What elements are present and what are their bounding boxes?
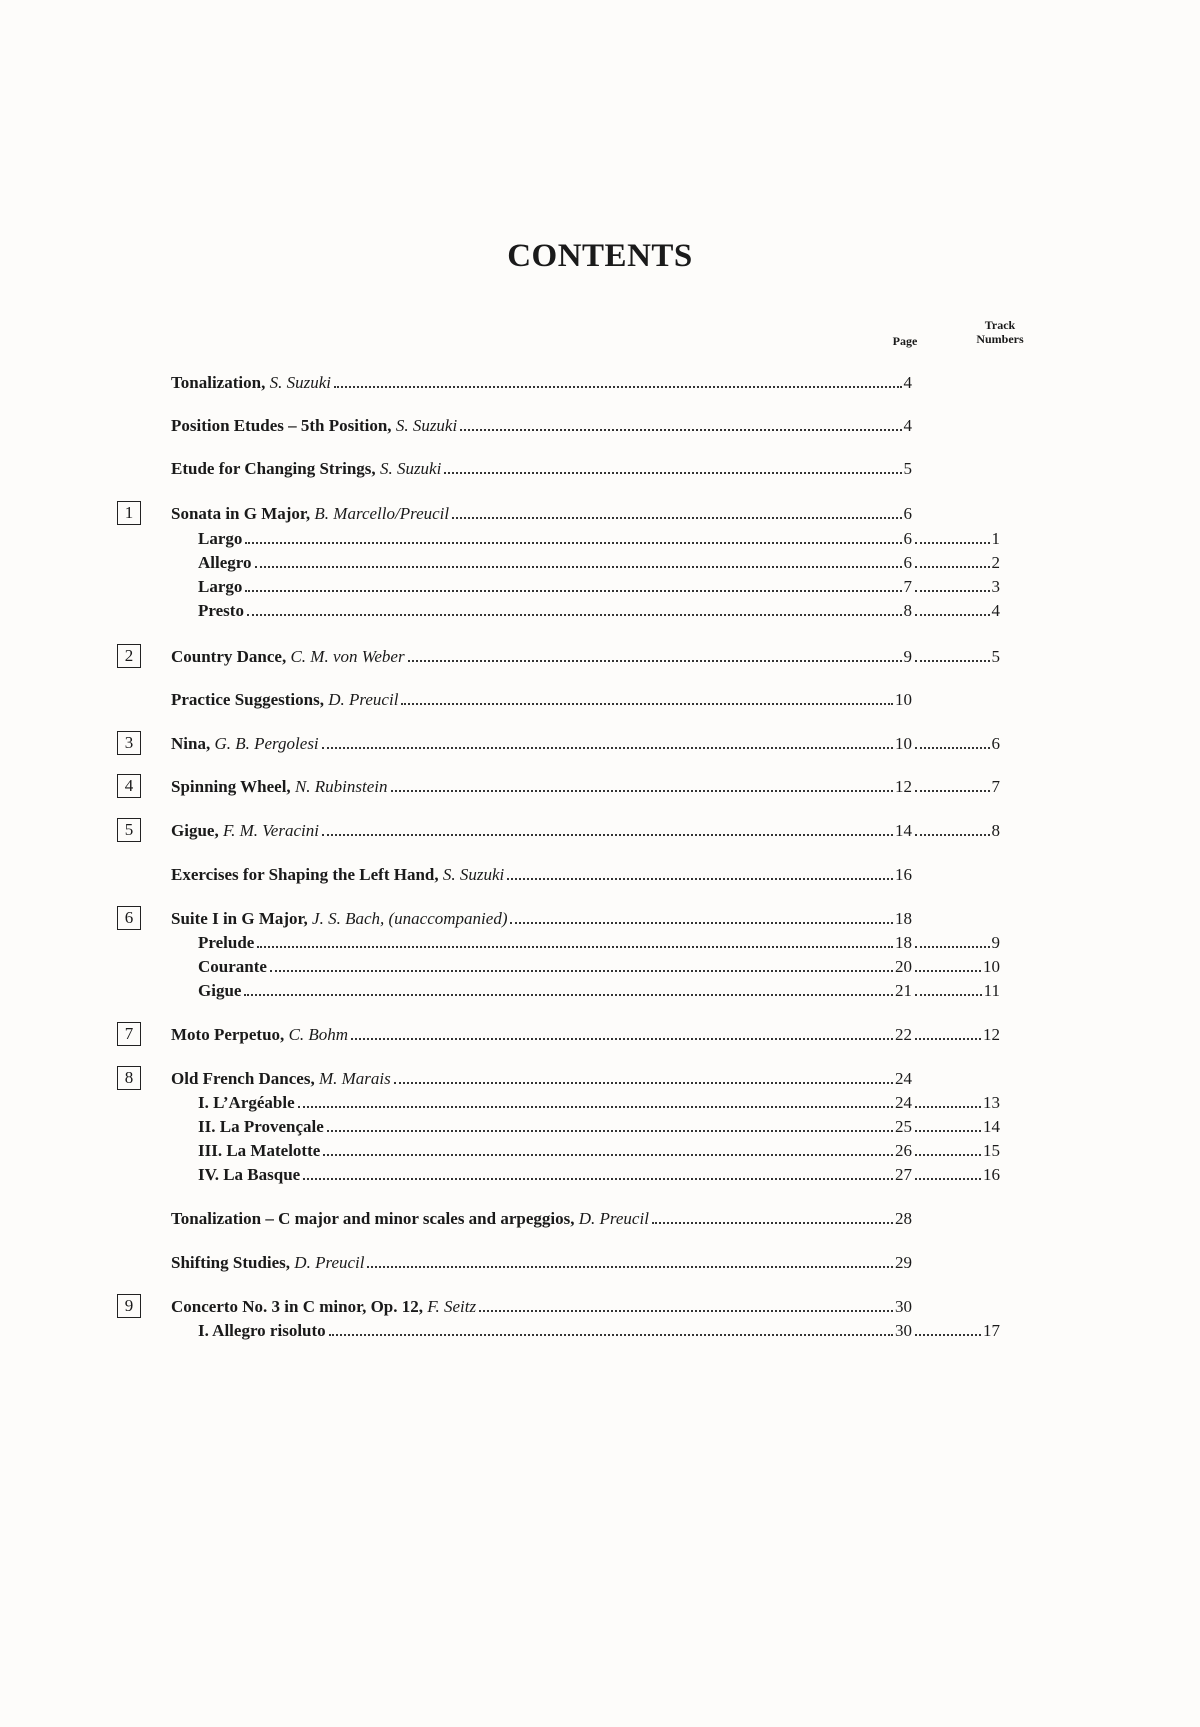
track-entry	[912, 956, 1000, 978]
dot-leader	[298, 1106, 893, 1108]
entry-composer: S. Suzuki	[269, 373, 331, 392]
page-number: 9	[903, 647, 912, 666]
page-number: 14	[895, 821, 912, 840]
entry-title: Presto	[198, 601, 244, 620]
track-entry	[912, 1092, 1000, 1114]
entry-title: Old French Dances,	[171, 1069, 315, 1088]
entry-title: IV. La Basque	[198, 1165, 301, 1184]
entry-title: Nina,	[171, 734, 211, 753]
page-number: 26	[895, 1141, 912, 1160]
entry-title: Gigue,	[171, 821, 219, 840]
dot-leader	[391, 790, 894, 792]
entry-title: I. L’Argéable	[198, 1093, 295, 1112]
entry-title: III. La Matelotte	[198, 1141, 321, 1160]
dot-leader	[915, 1334, 981, 1336]
track-entry	[912, 1140, 1000, 1162]
toc-entry	[171, 908, 912, 930]
entry-composer: B. Marcello/Preucil	[314, 504, 450, 523]
page-number: 24	[895, 1069, 912, 1088]
page-number: 18	[895, 933, 912, 952]
dot-leader	[327, 1130, 893, 1132]
entry-title: Gigue	[198, 981, 242, 1000]
entry-title: Exercises for Shaping the Left Hand,	[171, 865, 439, 884]
page-number: 30	[895, 1321, 912, 1340]
track-number: 2	[991, 553, 1000, 572]
entry-composer: S. Suzuki	[379, 459, 442, 478]
toc-sub-entry	[198, 528, 912, 550]
page-number: 12	[895, 777, 912, 796]
entry-title: Position Etudes – 5th Position,	[171, 416, 392, 435]
track-entry	[912, 820, 1000, 842]
page-number: 20	[895, 957, 912, 976]
dot-leader	[915, 542, 990, 544]
entry-composer: D. Preucil	[328, 690, 399, 709]
track-column-header	[960, 318, 1040, 346]
dot-leader	[452, 517, 901, 519]
page-number: 28	[895, 1209, 912, 1228]
toc-entry	[171, 372, 912, 394]
track-entry	[912, 1320, 1000, 1342]
dot-leader	[460, 429, 901, 431]
page-number: 6	[903, 504, 912, 523]
entry-title: II. La Provençale	[198, 1117, 324, 1136]
dot-leader	[245, 542, 901, 544]
toc-entry	[171, 864, 912, 886]
dot-leader	[244, 994, 893, 996]
page-number: 8	[903, 601, 912, 620]
entry-title: Prelude	[198, 933, 255, 952]
piece-number-box: 8	[117, 1066, 141, 1090]
dot-leader	[915, 747, 990, 749]
toc-entry	[171, 689, 912, 711]
track-number: 11	[983, 981, 1000, 1000]
page-number: 29	[895, 1253, 912, 1272]
dot-leader	[270, 970, 893, 972]
toc-sub-entry	[198, 1320, 912, 1342]
piece-number-box: 6	[117, 906, 141, 930]
toc-entry	[171, 1208, 912, 1230]
dot-leader	[444, 472, 901, 474]
page-number: 16	[895, 865, 912, 884]
toc-sub-entry	[198, 576, 912, 598]
toc-sub-entry	[198, 1116, 912, 1138]
toc-sub-entry	[198, 552, 912, 574]
entry-title: Spinning Wheel,	[171, 777, 291, 796]
toc-sub-entry	[198, 1140, 912, 1162]
track-entry	[912, 776, 1000, 798]
track-number: 4	[991, 601, 1000, 620]
piece-number-box: 5	[117, 818, 141, 842]
entry-title: I. Allegro risoluto	[198, 1321, 326, 1340]
dot-leader	[915, 1038, 981, 1040]
page-number: 5	[903, 459, 912, 478]
entry-title: Courante	[198, 957, 267, 976]
entry-title: Concerto No. 3 in C minor, Op. 12,	[171, 1297, 424, 1316]
dot-leader	[334, 386, 902, 388]
entry-composer: D. Preucil	[294, 1253, 365, 1272]
track-number: 6	[991, 734, 1000, 753]
toc-entry	[171, 1252, 912, 1274]
track-number: 13	[983, 1093, 1000, 1112]
page-number: 30	[895, 1297, 912, 1316]
dot-leader	[915, 834, 990, 836]
entry-title: Suite I in G Major,	[171, 909, 308, 928]
track-number: 12	[983, 1025, 1000, 1044]
dot-leader	[915, 660, 990, 662]
entry-title: Allegro	[198, 553, 252, 572]
toc-sub-entry	[198, 956, 912, 978]
track-entry	[912, 600, 1000, 622]
track-number: 8	[991, 821, 1000, 840]
entry-composer: D. Preucil	[578, 1209, 649, 1228]
page-number: 4	[903, 416, 912, 435]
track-entry	[912, 1116, 1000, 1138]
toc-entry	[171, 1024, 912, 1046]
page-column-header: Page	[892, 334, 918, 348]
toc-sub-entry	[198, 932, 912, 954]
dot-leader	[915, 1106, 981, 1108]
toc-sub-entry	[198, 980, 912, 1002]
entry-composer: S. Suzuki	[442, 865, 505, 884]
track-number: 9	[991, 933, 1000, 952]
entry-composer: C. M. von Weber	[290, 647, 405, 666]
entry-composer: J. S. Bach, (unaccompanied)	[312, 909, 508, 928]
piece-number-box: 9	[117, 1294, 141, 1318]
toc-sub-entry	[198, 1092, 912, 1114]
dot-leader	[915, 590, 990, 592]
dot-leader	[367, 1266, 893, 1268]
page-number: 10	[895, 690, 912, 709]
dot-leader	[507, 878, 893, 880]
dot-leader	[255, 566, 902, 568]
piece-number-box: 7	[117, 1022, 141, 1046]
track-number: 17	[983, 1321, 1000, 1340]
track-header-line-1: Track	[984, 318, 1016, 332]
dot-leader	[401, 703, 893, 705]
page-number: 10	[895, 734, 912, 753]
entry-composer: G. B. Pergolesi	[214, 734, 319, 753]
track-header-line-2: Numbers	[976, 332, 1024, 346]
page-number: 6	[903, 553, 912, 572]
page-number: 27	[895, 1165, 912, 1184]
dot-leader	[322, 747, 893, 749]
dot-leader	[323, 1154, 893, 1156]
piece-number-box: 4	[117, 774, 141, 798]
entry-title: Moto Perpetuo,	[171, 1025, 285, 1044]
toc-entry	[171, 415, 912, 437]
dot-leader	[915, 1154, 981, 1156]
track-entry	[912, 552, 1000, 574]
toc-entry	[171, 1296, 912, 1318]
track-number: 15	[983, 1141, 1000, 1160]
entry-composer: F. Seitz	[427, 1297, 477, 1316]
track-number: 5	[991, 647, 1000, 666]
page-number: 4	[903, 373, 912, 392]
toc-entry	[171, 733, 912, 755]
dot-leader	[247, 614, 902, 616]
page-number: 7	[903, 577, 912, 596]
entry-title: Sonata in G Major,	[171, 504, 311, 523]
track-entry	[912, 932, 1000, 954]
page-title: CONTENTS	[507, 238, 693, 274]
dot-leader	[915, 970, 981, 972]
dot-leader	[257, 946, 893, 948]
page-number: 25	[895, 1117, 912, 1136]
toc-sub-entry	[198, 600, 912, 622]
track-entry	[912, 1164, 1000, 1186]
entry-composer: S. Suzuki	[395, 416, 458, 435]
dot-leader	[510, 922, 893, 924]
entry-title: Tonalization – C major and minor scales and arpeggios,	[171, 1209, 575, 1228]
track-number: 16	[983, 1165, 1000, 1184]
track-entry	[912, 1024, 1000, 1046]
piece-number-box: 2	[117, 644, 141, 668]
entry-title: Country Dance,	[171, 647, 287, 666]
track-entry	[912, 528, 1000, 550]
dot-leader	[479, 1310, 893, 1312]
dot-leader	[652, 1222, 893, 1224]
track-number: 3	[991, 577, 1000, 596]
toc-entry	[171, 646, 912, 668]
entry-title: Tonalization,	[171, 373, 266, 392]
dot-leader	[915, 1178, 981, 1180]
dot-leader	[915, 614, 990, 616]
track-number: 7	[991, 777, 1000, 796]
entry-title: Practice Suggestions,	[171, 690, 324, 709]
track-number: 10	[983, 957, 1000, 976]
toc-entry	[171, 776, 912, 798]
dot-leader	[245, 590, 901, 592]
entry-title: Largo	[198, 577, 243, 596]
page-number: 22	[895, 1025, 912, 1044]
piece-number-box: 1	[117, 501, 141, 525]
track-entry	[912, 646, 1000, 668]
track-entry	[912, 980, 1000, 1002]
entry-title: Largo	[198, 529, 243, 548]
entry-composer: F. M. Veracini	[222, 821, 319, 840]
dot-leader	[394, 1082, 893, 1084]
dot-leader	[329, 1334, 893, 1336]
entry-title: Shifting Studies,	[171, 1253, 291, 1272]
dot-leader	[915, 566, 990, 568]
dot-leader	[915, 994, 982, 996]
page-number: 21	[895, 981, 912, 1000]
dot-leader	[915, 790, 990, 792]
entry-composer: M. Marais	[318, 1069, 391, 1088]
track-entry	[912, 733, 1000, 755]
dot-leader	[408, 660, 902, 662]
piece-number-box: 3	[117, 731, 141, 755]
track-number: 14	[983, 1117, 1000, 1136]
entry-composer: N. Rubinstein	[294, 777, 388, 796]
track-number: 1	[991, 529, 1000, 548]
entry-title: Etude for Changing Strings,	[171, 459, 376, 478]
track-entry	[912, 576, 1000, 598]
entry-composer: C. Bohm	[288, 1025, 349, 1044]
page-number: 6	[903, 529, 912, 548]
page-number: 24	[895, 1093, 912, 1112]
dot-leader	[322, 834, 893, 836]
dot-leader	[915, 1130, 981, 1132]
dot-leader	[351, 1038, 893, 1040]
toc-entry	[171, 820, 912, 842]
toc-sub-entry	[198, 1164, 912, 1186]
toc-entry	[171, 1068, 912, 1090]
page-number: 18	[895, 909, 912, 928]
toc-entry	[171, 503, 912, 525]
toc-entry	[171, 458, 912, 480]
dot-leader	[915, 946, 990, 948]
dot-leader	[303, 1178, 893, 1180]
